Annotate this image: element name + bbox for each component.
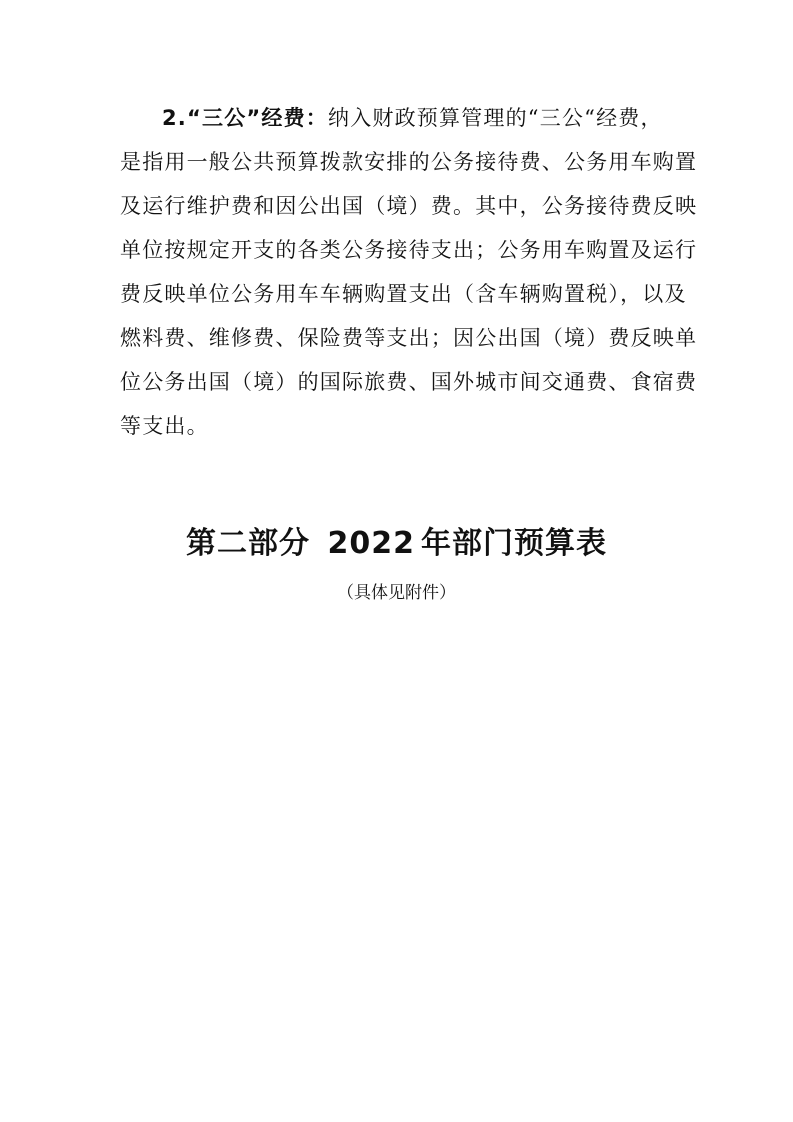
paragraph-line-5: 费反映单位公务用车车辆购置支出（含车辆购置税），以及 xyxy=(120,282,687,306)
section-subtitle: （具体见附件） xyxy=(337,583,456,603)
paragraph-lead-heading: 2.“三公”经费： xyxy=(162,106,328,130)
paragraph-line-3: 及运行维护费和因公出国（境）费。其中，公务接待费反映 xyxy=(120,194,698,218)
paragraph-line-1-text: 纳入财政预算管理的“三公“经费， xyxy=(328,106,663,130)
paragraph-line-7: 位公务出国（境）的国际旅费、国外城市间交通费、食宿费 xyxy=(120,370,698,394)
paragraph-line-1 xyxy=(120,96,680,140)
sangong-expense-paragraph xyxy=(120,96,698,448)
paragraph-line-2: 是指用一般公共预算拨款安排的公务接待费、公务用车购置 xyxy=(120,150,698,174)
section-title-prefix: 第二部分 xyxy=(186,526,311,561)
section-title-suffix: 年部门预算表 xyxy=(420,526,607,561)
paragraph-line-4: 单位按规定开支的各类公务接待支出；公务用车购置及运行 xyxy=(120,238,698,262)
section-title xyxy=(0,518,793,562)
paragraph-line-6: 燃料费、维修费、保险费等支出；因公出国（境）费反映单 xyxy=(120,326,698,350)
section-title-year: 2022 xyxy=(327,526,415,561)
paragraph-line-8: 等支出。 xyxy=(120,414,209,438)
